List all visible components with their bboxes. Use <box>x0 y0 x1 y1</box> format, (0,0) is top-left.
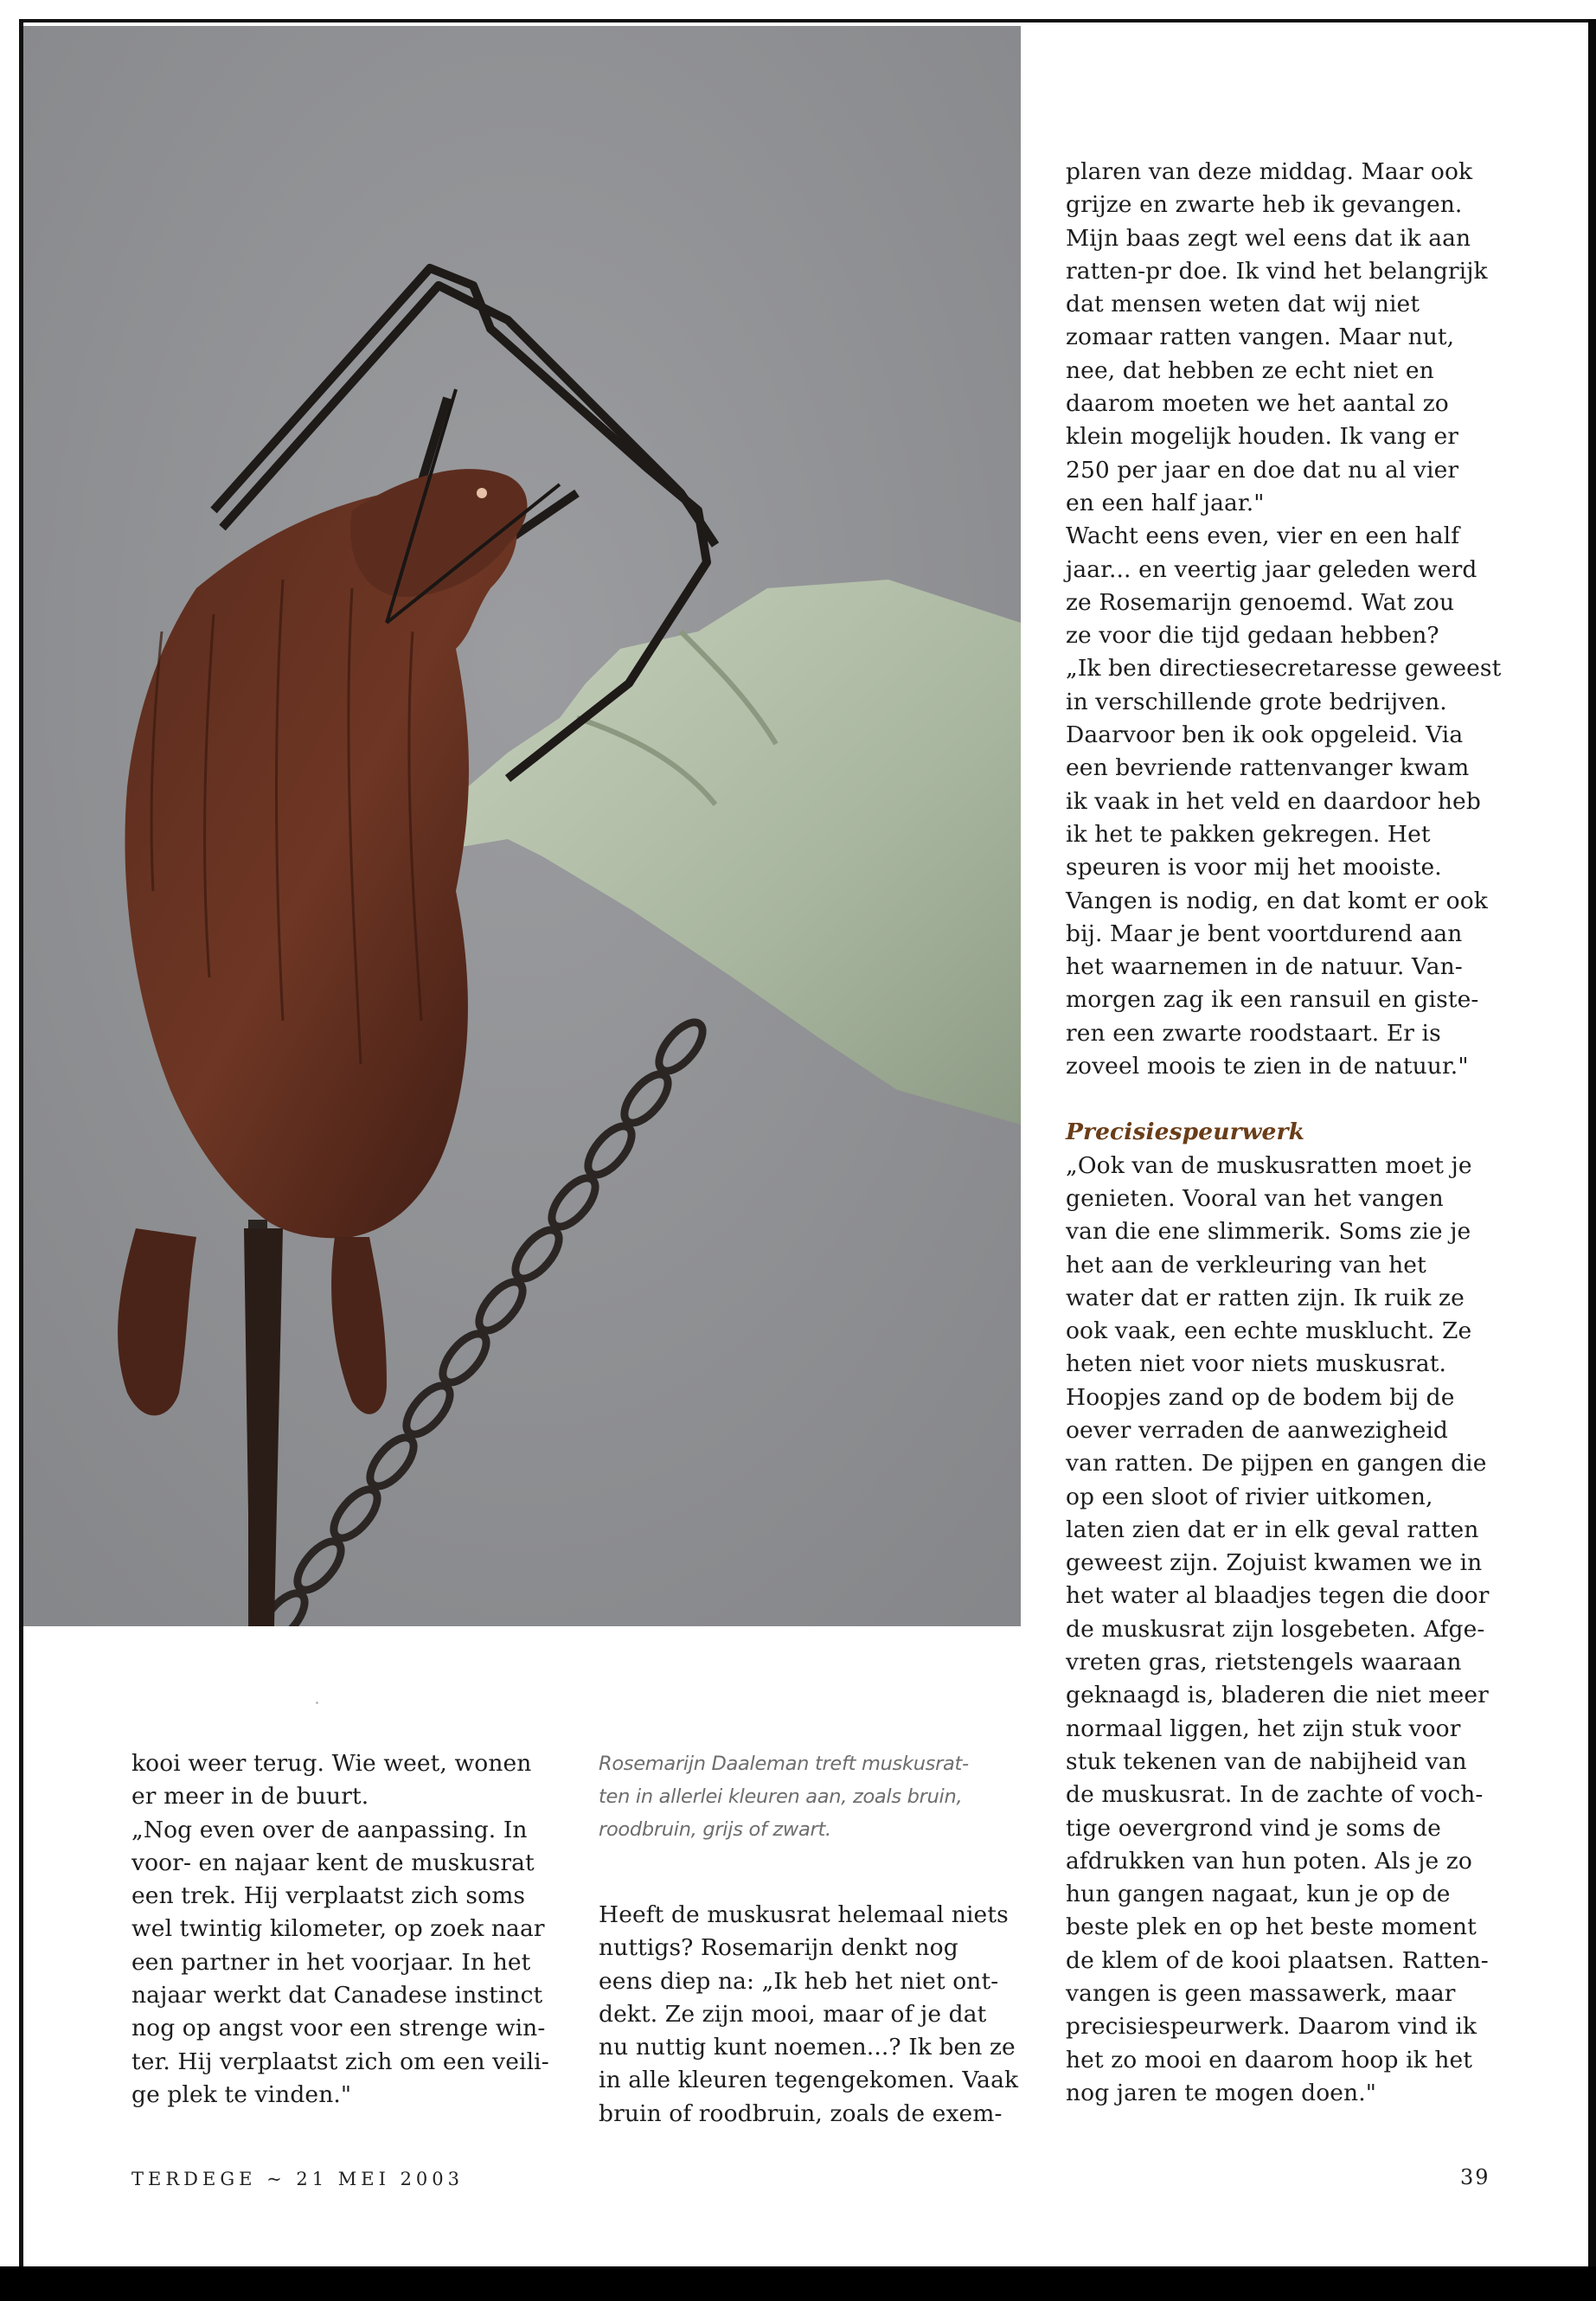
text-line: bij. Maar je bent voortdurend aan <box>1066 920 1463 947</box>
text-line: Mijn baas zegt wel eens dat ik aan <box>1066 224 1471 252</box>
text-line: nuttigs? Rosemarijn denkt nog <box>599 1934 958 1962</box>
text-line: ze Rosemarijn genoemd. Wat zou <box>1066 588 1455 616</box>
text-line: dat mensen weten dat wij niet <box>1066 291 1420 318</box>
text-line: „Nog even over de aanpassing. In <box>131 1816 528 1843</box>
text-line: ook vaak, een echte musklucht. Ze <box>1066 1317 1472 1345</box>
text-line: ren een zwarte roodstaart. Er is <box>1066 1019 1441 1047</box>
text-line: klein mogelijk houden. Ik vang er <box>1066 423 1459 451</box>
speck <box>316 1702 318 1704</box>
text-line: een trek. Hij verplaatst zich soms <box>131 1882 526 1910</box>
text-line: een bevriende rattenvanger kwam <box>1066 754 1470 782</box>
text-line: speuren is voor mij het mooiste. <box>1066 854 1442 881</box>
text-line: de muskusrat zijn losgebeten. Afge- <box>1066 1615 1485 1643</box>
text-line: het zo mooi en daarom hoop ik het <box>1066 2046 1473 2073</box>
text-line: normaal liggen, het zijn stuk voor <box>1066 1715 1461 1742</box>
text-line: Daarvoor ben ik ook opgeleid. Via <box>1066 721 1464 749</box>
text-line: afdrukken van hun poten. Als je zo <box>1066 1847 1472 1875</box>
text-line: ge plek te vinden." <box>131 2080 352 2108</box>
scan-border-bottom <box>0 2266 1596 2301</box>
scan-border-right <box>1588 19 1596 2301</box>
text-line: nee, dat hebben ze echt niet en <box>1066 356 1434 384</box>
scan-border-top <box>19 19 1596 22</box>
text-line: voor- en najaar kent de muskusrat <box>131 1849 535 1876</box>
text-line: Hoopjes zand op de bodem bij de <box>1066 1383 1455 1411</box>
text-line: er meer in de buurt. <box>131 1783 369 1811</box>
text-line: hun gangen nagaat, kun je op de <box>1066 1881 1451 1908</box>
text-line: najaar werkt dat Canadese instinct <box>131 1982 543 2009</box>
text-line: zoveel moois te zien in de natuur." <box>1066 1053 1469 1080</box>
text-line: in verschillende grote bedrijven. <box>1066 688 1447 715</box>
text-line: bruin of roodbruin, zoals de exem- <box>599 2099 1003 2127</box>
text-line: en een half jaar." <box>1066 489 1265 516</box>
caption-line: ten in allerlei kleuren aan, zoals bruin, <box>599 1785 963 1808</box>
text-line: stuk tekenen van de nabijheid van <box>1066 1747 1467 1775</box>
text-line: ik vaak in het veld en daardoor heb <box>1066 787 1481 815</box>
text-line: 250 per jaar en doe dat nu al vier <box>1066 456 1459 484</box>
text-line: van ratten. De pijpen en gangen die <box>1066 1450 1487 1477</box>
text-line: „Ook van de muskusratten moet je <box>1066 1151 1472 1179</box>
text-line: het water al blaadjes tegen die door <box>1066 1582 1490 1610</box>
text-line: laten zien dat er in elk geval ratten <box>1066 1516 1479 1543</box>
text-line: nog jaren te mogen doen." <box>1066 2079 1377 2106</box>
text-line: grijze en zwarte heb ik gevangen. <box>1066 191 1463 219</box>
text-line: daarom moeten we het aantal zo <box>1066 390 1449 418</box>
text-line: een partner in het voorjaar. In het <box>131 1948 531 1976</box>
text-line: de muskusrat. In de zachte of voch- <box>1066 1781 1484 1809</box>
text-line: het waarnemen in de natuur. Van- <box>1066 953 1463 981</box>
text-line: tige oevergrond vind je soms de <box>1066 1814 1441 1842</box>
text-line: eens diep na: „Ik heb het niet ont- <box>599 1967 999 1995</box>
text-line: vreten gras, rietstengels waaraan <box>1066 1649 1462 1676</box>
text-line: oever verraden de aanwezigheid <box>1066 1416 1448 1444</box>
text-line: Heeft de muskusrat helemaal niets <box>599 1901 1009 1928</box>
publication-footer: TERDEGE ~ 21 MEI 2003 <box>131 2169 465 2189</box>
text-line: van die ene slimmerik. Soms zie je <box>1066 1218 1471 1246</box>
article-column-middle <box>599 1899 1022 2131</box>
text-line: Vangen is nodig, en dat komt er ook <box>1066 887 1488 914</box>
text-line: dekt. Ze zijn mooi, maar of je dat <box>599 2000 987 2028</box>
text-line: ze voor die tijd gedaan hebben? <box>1066 622 1439 650</box>
paragraph-gap <box>1066 1083 1516 1116</box>
text-line: heten niet voor niets muskusrat. <box>1066 1350 1446 1378</box>
article-column-left <box>131 1747 555 2112</box>
text-line: de klem of de kooi plaatsen. Ratten- <box>1066 1946 1489 1974</box>
text-line: geknaagd is, bladeren die niet meer <box>1066 1682 1489 1709</box>
text-line: jaar... en veertig jaar geleden werd <box>1066 555 1477 583</box>
text-line: plaren van deze middag. Maar ook <box>1066 158 1473 185</box>
text-line: in alle kleuren tegengekomen. Vaak <box>599 2067 1019 2094</box>
muskrat-photo <box>23 26 1021 1626</box>
page-number: 39 <box>1460 2165 1490 2189</box>
caption-line: roodbruin, grijs of zwart. <box>599 1818 831 1841</box>
text-line: het aan de verkleuring van het <box>1066 1251 1426 1279</box>
text-line: geweest zijn. Zojuist kwamen we in <box>1066 1549 1483 1577</box>
text-line: kooi weer terug. Wie weet, wonen <box>131 1750 532 1777</box>
text-line: vangen is geen massawerk, maar <box>1066 1980 1456 2008</box>
text-line: „Ik ben directiesecretaresse geweest <box>1066 655 1502 683</box>
article-column-right <box>1066 156 1516 2110</box>
text-line: genieten. Vooral van het vangen <box>1066 1184 1444 1212</box>
caption-line: Rosemarijn Daaleman treft muskusrat- <box>599 1753 969 1775</box>
text-line: precisiespeurwerk. Daarom vind ik <box>1066 2013 1477 2041</box>
text-line: zomaar ratten vangen. Maar nut, <box>1066 324 1455 351</box>
muskrat-in-trap-illustration <box>23 26 1021 1626</box>
text-line: ratten-pr doe. Ik vind het belangrijk <box>1066 257 1488 285</box>
section-subheading: Precisiespeurwerk <box>1066 1118 1305 1146</box>
text-line: wel twintig kilometer, op zoek naar <box>131 1915 545 1943</box>
text-line: ter. Hij verplaatst zich om een veili- <box>131 2048 549 2075</box>
photo-caption <box>599 1747 1022 1846</box>
text-line: beste plek en op het beste moment <box>1066 1913 1477 1941</box>
text-line: water dat er ratten zijn. Ik ruik ze <box>1066 1284 1465 1311</box>
text-line: Wacht eens even, vier en een half <box>1066 522 1460 550</box>
text-line: nu nuttig kunt noemen...? Ik ben ze <box>599 2034 1016 2061</box>
text-line: ik het te pakken gekregen. Het <box>1066 820 1431 848</box>
text-line: morgen zag ik een ransuil en giste- <box>1066 986 1479 1014</box>
text-line: nog op angst voor een strenge win- <box>131 2015 546 2042</box>
text-line: op een sloot of rivier uitkomen, <box>1066 1483 1433 1510</box>
page-top-margin <box>0 0 1596 19</box>
